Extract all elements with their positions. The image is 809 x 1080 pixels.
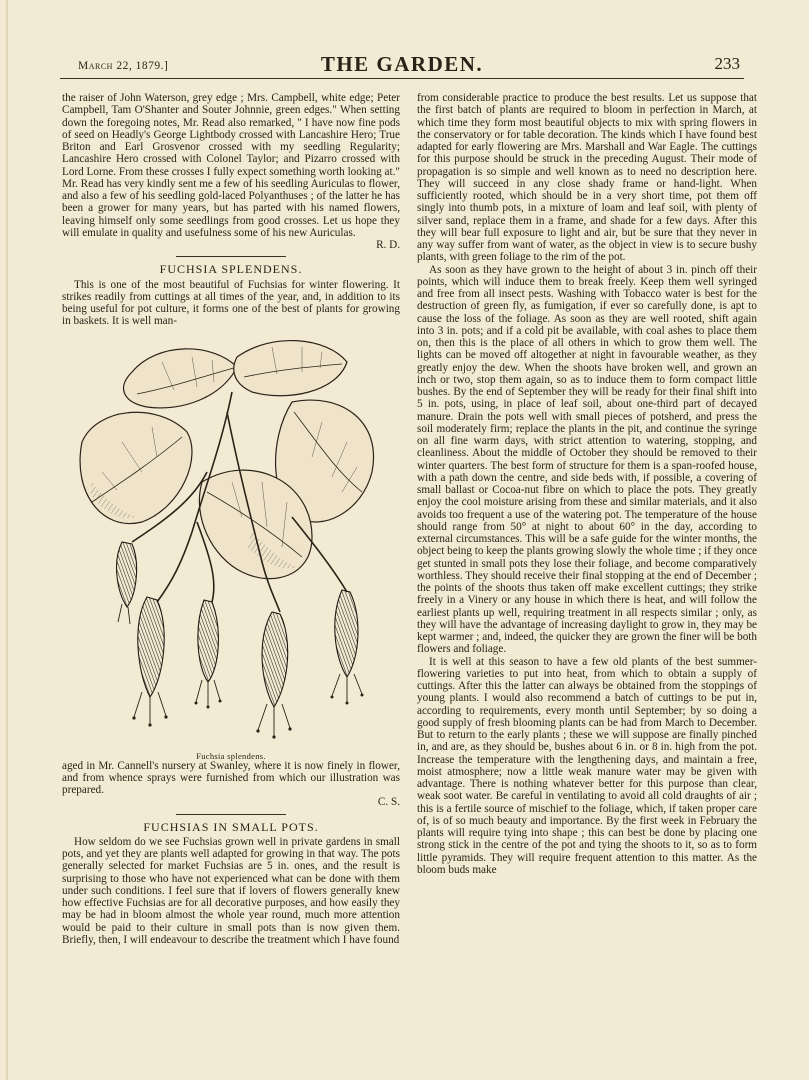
running-head [60, 52, 744, 79]
fuchsia-signature: C. S. [377, 796, 400, 809]
right-paragraph-1: from considerable practice to produce the best results. Let us suppose that the first batch of plants are required to bloom in perfection in March, at which time they form most beautiful objects to mix with spring flowers in the conservatory or for table decoration. The kinds which I have found best adapted for early flowering are Mrs. Marshall and War Eagle. The cuttings for this purpose should be struck in the preceding August. Their mode of propagation is so simple and well known as to need no description here. They will succeed in any close shady frame or hand-light. When sufficiently rooted, which should be in a very short time, pot them off singly into thumb pots, in a mixture of loam and leaf soil, with plenty of silver sand, replace them in a frame, and shade for a few days. After this they will bear full exposure to light and air, but be sure that they never in any way suffer from want of water, as the object in view is to secure bushy plants, with green foliage to the rim of the pot. [417, 92, 757, 264]
section-divider [176, 256, 286, 257]
section-divider [176, 814, 286, 815]
intro-paragraph: the raiser of John Waterson, grey edge ; Mrs. Campbell, white edge; Peter Campbell, Tam O'Shanter and Souter Johnnie, green edges." When setting down the foregoing notes, Mr. Read also remarked, " I have now fine pods of seed on Headly's George Lightbody crossed with Lancashire Hero; True Briton and Earl Grosvenor crossed with my seedling Regularity; Lancashire Hero crossed with Colonel Taylor; and Pizarro crossed with Lord Lorne. From these crosses I fully expect something worth looking at." Mr. Read has very kindly sent me a few of his seedling Auriculas to flower, and also a few of his seedling gold-laced Polyanthuses ; of the latter he has been a grower for many years, but has parted with his named flowers, leaving himself only some seedlings from good crosses. Let us hope they will emulate in quality and usefulness some of his new Auriculas. [62, 92, 400, 239]
page-number: 233 [714, 54, 740, 73]
fuchsia-engraving [62, 332, 400, 746]
intro-signature: R. D. [376, 239, 400, 251]
fuchsia-signature-line [62, 796, 400, 808]
right-paragraph-2: As soon as they have grown to the height of about 3 in. pinch off their points, which will induce them to break freely. Keep them well syringed and free from all insect pests. Washing with Tobacco water is best for the destruction of green fly, as fumigation, if ever so carefully done, is apt to cause the loss of the foliage. As soon as they are well rooted, shift again into 3 in. pots; and if a cold pit be available, with coal ashes to place them on, then this is the place of all others in which to grow them well. The lights can be moved off altogether at night in favourable weather, as they greatly enjoy the dew. When the shoots have broken well, and grown an inch or two, stop them again, so as to induce them to form compact little bushes. By the end of September they will be ready for their final shift into 5 in. pots, using, in place of leaf soil, about one-third part of decayed manure. Drain the pots well with small pieces of potsherd, and press the soil moderately firm; replace the plants in the pit, and continue the syringe on all fine warm days, with strict attention to watering, stopping, and cleanliness. About the middle of October they should be removed to their winter quarters. The best form of structure for them is a span-roofed house, with a path down the centre, and side beds with, if possible, a covering of small ballast or Cocoa-nut fibre on which to place the pots. They greatly enjoy the cool moisture arising from these and similar materials, and it also avoids too frequent a use of the watering pot. The temperature of the house should range from 50° at night to about 60° in the day, according to external circumstances. This will be a safe guide for the winter months, the object being to keep the plants growing slowly the whole time ; if they once get stunted in small pots they lose their foliage, and become comparatively worthless. They should receive their final stopping at the end of December ; the points of the shoots thus taken off make excellent cuttings; they strike freely in a Vinery or any house in which there is heat, and will follow the earliest plants up well, requiring treatment in all respects similar ; only, as they will have the advantage of increasing daylight to grow in, they may be kept warmer ; and, indeed, the quicker they are grown the finer will be both flowers and foliage. [417, 263, 757, 656]
fuchsia-paragraph: This is one of the most beautiful of Fuchsias for winter flowering. It strikes readily from cuttings at all times of the year, and, in addition to its being useful for pot culture, it forms one of the best of plants for growing in baskets. It is well man- [62, 278, 400, 328]
fuchsia-illustration [62, 332, 400, 760]
pots-heading: FUCHSIAS IN SMALL POTS. [143, 819, 319, 834]
fuchsia-continued-paragraph: aged in Mr. Cannell's nursery at Swanley, where it is now finely in flower, and from whence sprays were furnished from which our illustration was prepared. [62, 759, 400, 796]
pots-paragraph: How seldom do we see Fuchsias grown well in private gardens in small pots, and yet they are plants well adapted for growing in that way. The pots generally selected for market Fuchsias are 5 in. ones, and the result is surprising to those who have not experienced what can be done with them under such conditions. I feel sure that if lovers of flowers generally knew how effective Fuchsias are for all decorative purposes, and how easily they may be had in bloom almost the whole year round, much more attention would be paid to their culture in small pots than is now given them. Briefly, then, I will endeavour to describe the treatment which I have found [62, 835, 400, 946]
left-column [62, 92, 400, 946]
right-paragraph-3: It is well at this season to have a few old plants of the best summer-flowering varieties to put into heat, from which to obtain a supply of cuttings. After this the latter can always be obtained from the stoppings of young plants. I would also recommend a batch of cuttings to be put in, according to requirements, every month until September; by so doing a good supply of fresh blooming plants can be had from March to December. But to return to the early plants ; these we will suppose are finally pinched in, and are, as they should be, bushes about 6 in. or 8 in. high from the pot. Increase the temperature with the lengthening days, and maintain a free, moist atmosphere; now a little weak manure water may be given with advantage. There is nothing whatever better for this purpose than clear, weak soot water. Be careful in ventilating to avoid all cold draughts of air ; this is a fertile source of mischief to the foliage, which, if taken proper care of, is of so much beauty and importance. By the first week in February the plants will require tying into shape ; this can best be done by placing one strong stick in the centre of the pot and tying the shoots to it, so as to form little pyramids. They will require frequent attention to this matter. As the bloom buds make [417, 655, 757, 876]
fuchsia-heading: FUCHSIA SPLENDENS. [159, 262, 303, 277]
intro-signature-line [62, 239, 400, 251]
figure-caption: Fuchsia splendens. [196, 750, 266, 761]
header-date: March 22, 1879.] [78, 60, 169, 72]
header-title: THE GARDEN. [320, 52, 484, 76]
page-edge [6, 0, 8, 1080]
right-column [417, 92, 757, 876]
